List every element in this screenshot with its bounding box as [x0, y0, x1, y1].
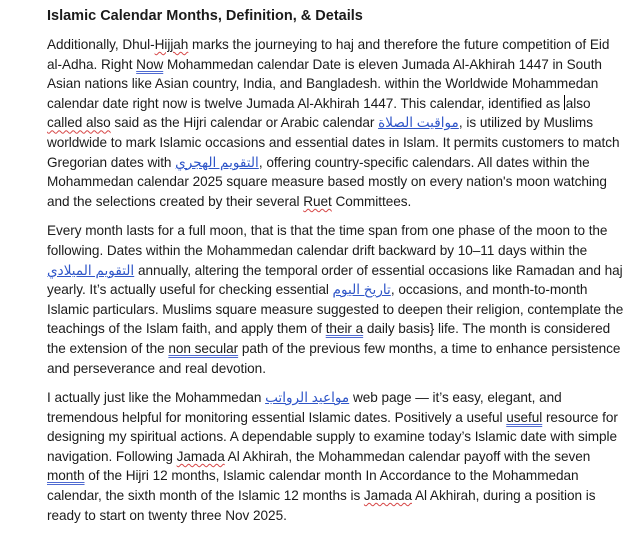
text-run: Mohammedan calendar Date is eleven Jumada Al-Akhirah 1447 in South Asian nations like Asian country, India, and Bangladesh. within the Worldwide Mohammedan calendar date right now is twelve Jumada Al-Akhirah 1447. This calendar, identified as — [47, 56, 602, 111]
text-run: , offering country-specific calendars. All dates within the Mohammedan calendar 2025 square measure based mostly on every nation's moon watching and the selections created by their several — [47, 154, 607, 209]
link-todays-date[interactable]: تاريخ اليوم — [332, 282, 391, 298]
link-prayer-times[interactable]: مواقيت الصلاة — [378, 115, 459, 131]
grammar-flag-their-a[interactable]: their a — [325, 321, 364, 337]
text-run: Committees. — [331, 193, 412, 209]
text-run: resource for designing my spiritual actions. A dependable supply to examine today’s Islamic date with simple navigation. Following — [47, 409, 618, 464]
text-run: daily basis} life. The month is considered the extension of the — [47, 321, 611, 356]
text-run: I actually just like the Mohammedan — [47, 390, 266, 406]
spelling-flag-called-also[interactable]: called also — [47, 115, 111, 131]
paragraph-1 — [47, 35, 624, 211]
text-run-also: also — [565, 95, 591, 111]
link-gregorian-calendar[interactable]: التقويم الميلادي — [47, 262, 135, 278]
spelling-flag-ruet[interactable]: Ruet — [303, 193, 332, 209]
text-run: web page — it’s easy, elegant, and tremendous helpful for monitoring essential Islamic dates. Positively a useful — [47, 390, 562, 425]
text-run: said as the Hijri calendar or Arabic calendar — [110, 115, 379, 131]
grammar-flag-month[interactable]: month — [47, 468, 85, 484]
text-run: path of the previous few months, a time to enhance persistence and perseverance and real devotion. — [47, 340, 621, 376]
text-run: Al Akhirah, during a position is ready to start on twenty three Nov 2025. — [47, 488, 596, 523]
text-run: , is utilized by Muslims worldwide to mark Islamic occasions and essential dates in Islam. It permits customers to match Gregorian dates with — [47, 115, 620, 170]
grammar-flag-non-secular[interactable]: non secular — [168, 340, 239, 356]
text-run: Al Akhirah, the Mohammedan calendar payoff with the seven — [224, 448, 591, 464]
document-heading: Islamic Calendar Months, Definition, & Details — [47, 8, 363, 24]
link-hijri-calendar[interactable]: التقويم الهجري — [175, 154, 259, 170]
text-run: , occasions, and month-to-month Islamic particulars. Muslims square measure suggested to deepen their religion, contemplate the teachings of the Islam faith, and apply them of — [47, 282, 624, 337]
link-salary-dates[interactable]: مواعيد الرواتب — [265, 390, 350, 406]
spelling-flag-jamada[interactable]: Jamada — [176, 448, 225, 464]
spelling-flag-hijjah[interactable]: Hijjah — [154, 37, 189, 52]
text-run: Every month lasts for a full moon, that is that the time span from one phase of the moon to the following. Dates within the Mohammedan calendar drift backward by 10–11 days within the — [47, 223, 608, 258]
text-cursor — [564, 95, 565, 110]
grammar-flag-now[interactable]: Now — [136, 56, 164, 72]
paragraph-3 — [47, 388, 624, 525]
text-run: marks the journeying to haj and therefore the future competition of Eid al-Adha. Right — [47, 37, 610, 72]
text-run: of the Hijri 12 months, Islamic calendar month In Accordance to the Mohammedan calendar, the sixth month of the Islamic 12 months is — [47, 468, 579, 504]
spelling-flag-jamada[interactable]: Jamada — [363, 488, 412, 504]
paragraph-2 — [47, 221, 624, 378]
text-run: Additionally, Dhul- — [47, 37, 155, 52]
text-run: annually, altering the temporal order of essential occasions like Ramadan and haj yearly. It’s actually useful for checking essential — [47, 262, 623, 298]
grammar-flag-useful[interactable]: useful — [506, 409, 543, 425]
